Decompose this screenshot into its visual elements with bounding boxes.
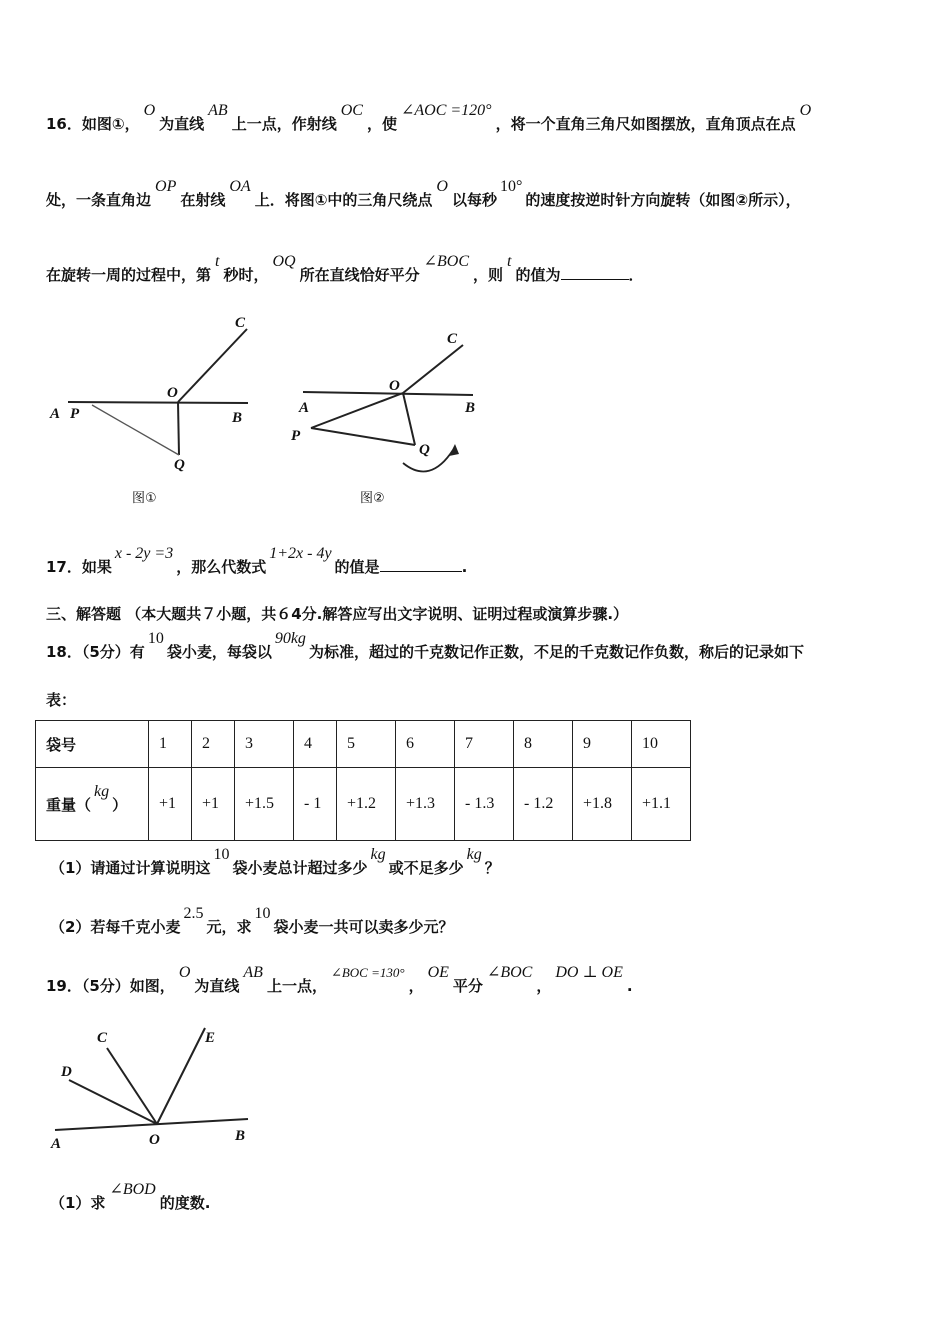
text: 上一点，: [266, 977, 327, 995]
bag-cell: 3: [235, 721, 294, 768]
label-q: Q: [174, 457, 185, 473]
weight-cell: - 1: [294, 768, 337, 841]
bag-cell: 5: [337, 721, 396, 768]
label-e: E: [205, 1030, 216, 1046]
math-ab: AB: [208, 102, 228, 119]
q16-number: 16．如图①，: [46, 115, 140, 133]
text: 在射线: [180, 191, 226, 209]
text: 的度数.: [159, 1194, 211, 1212]
text: 上．将图①中的三角尺绕点: [254, 191, 433, 209]
math-o: O: [178, 964, 191, 981]
text: ，将一个直角三角尺如图摆放，直角顶点在点: [495, 115, 796, 133]
weight-cell: - 1.3: [455, 768, 514, 841]
text: ，那么代数式: [176, 558, 267, 576]
text: 或不足多少: [388, 859, 464, 877]
math-ab: AB: [243, 964, 263, 981]
text: 秒时，: [223, 266, 269, 284]
answer-blank: [561, 265, 629, 280]
text: 所在直线恰好平分: [299, 266, 420, 284]
weight-cell: - 1.2: [514, 768, 573, 841]
label-a: A: [51, 1136, 62, 1152]
ray-od: [69, 1080, 157, 1124]
weight-cell: +1: [149, 768, 192, 841]
label-d: D: [61, 1064, 72, 1080]
text: 为标准，超过的千克数记作正数，不足的千克数记作负数，称后的记录如下: [308, 643, 804, 661]
text: 上一点，作射线: [231, 115, 337, 133]
math-o: O: [436, 178, 448, 195]
side-oq: [178, 402, 179, 455]
text: 的值为: [515, 266, 561, 284]
math-angle-bod: ∠BOD: [109, 1181, 156, 1198]
text: 在旋转一周的过程中，第: [46, 266, 212, 284]
label-q: Q: [419, 442, 430, 458]
label-a: A: [50, 406, 61, 422]
math-oa: OA: [229, 178, 251, 195]
weight-cell: +1.8: [573, 768, 632, 841]
section-3-title: 三、解答题 （本大题共７小题，共６4分.解答应写出文字说明、证明过程或演算步骤.）: [46, 605, 629, 623]
bag-cell: 1: [149, 721, 192, 768]
table-row-bag-number: [36, 721, 691, 768]
text: ）: [112, 795, 128, 814]
text: 重量（: [46, 795, 92, 814]
math-angle-aoc: ∠AOC =120°: [400, 102, 492, 119]
text: （1）请通过计算说明这: [50, 859, 211, 877]
math-angle-boc: ∠BOC: [423, 253, 470, 270]
header-weight: [36, 768, 149, 841]
math-o: O: [799, 102, 812, 119]
side-pq: [311, 428, 415, 445]
header-bag-number: 袋号: [36, 721, 149, 768]
bag-cell: 9: [573, 721, 632, 768]
side-pq: [92, 405, 179, 455]
q16-figure-1: [40, 305, 270, 515]
fig2-caption: 图②: [360, 491, 385, 506]
ray-oc: [403, 345, 463, 393]
q16-figure-2: [285, 320, 500, 515]
text: ？: [484, 859, 500, 877]
label-o: O: [167, 385, 178, 401]
math-deg: 10°: [499, 178, 523, 195]
table-row-weight: [36, 768, 691, 841]
math-price: 2.5: [183, 905, 204, 922]
math-oq: OQ: [272, 253, 296, 270]
q18-line1: [46, 630, 906, 663]
text: ，使: [366, 115, 397, 133]
q18-part1: [50, 846, 910, 879]
label-o: O: [149, 1132, 160, 1148]
bag-cell: 4: [294, 721, 337, 768]
label-c: C: [97, 1030, 108, 1046]
math-o: O: [143, 102, 156, 119]
q19-figure: [45, 1020, 265, 1160]
bag-cell: 6: [396, 721, 455, 768]
math-ten: 10: [147, 630, 164, 647]
label-b: B: [465, 400, 476, 416]
math-angle-boc: ∠BOC =130°: [330, 965, 405, 980]
q18-number: 18．（5分）有: [46, 643, 145, 661]
bag-cell: 8: [514, 721, 573, 768]
q18-line2: 表：: [46, 691, 77, 709]
math-kg: kg: [94, 782, 110, 800]
label-o: O: [389, 378, 400, 394]
math-perp: DO ⊥ OE: [555, 964, 623, 981]
label-b: B: [232, 410, 243, 426]
text: 袋小麦总计超过多少: [232, 859, 368, 877]
label-p: P: [291, 428, 301, 444]
math-oe: OE: [427, 964, 449, 981]
side-oq: [403, 393, 415, 445]
line-ab: [68, 402, 248, 403]
math-90kg: 90kg: [274, 630, 306, 647]
text: （1）求: [50, 1194, 106, 1212]
ray-oc: [178, 329, 247, 402]
weight-cell: +1.1: [632, 768, 691, 841]
text: 的速度按逆时针方向旋转（如图②所示），: [525, 191, 801, 209]
label-c: C: [235, 315, 246, 331]
math-angle-boc: ∠BOC: [486, 964, 533, 981]
q17-line: [46, 545, 906, 578]
math-op: OP: [155, 178, 177, 195]
ray-oe: [157, 1028, 205, 1124]
text: ，: [408, 977, 424, 995]
line-ab: [303, 392, 473, 395]
label-p: P: [70, 406, 80, 422]
text: 为直线: [194, 977, 240, 995]
text: ，则: [473, 266, 504, 284]
text: 的值是: [334, 558, 380, 576]
text: 袋小麦，每袋以: [166, 643, 272, 661]
text: （2）若每千克小麦: [50, 918, 181, 936]
side-op: [311, 393, 403, 428]
math-t: t: [507, 253, 512, 270]
bag-cell: 10: [632, 721, 691, 768]
weight-cell: +1.5: [235, 768, 294, 841]
text: 以每秒: [451, 191, 497, 209]
bag-cell: 2: [192, 721, 235, 768]
weight-cell: +1.2: [337, 768, 396, 841]
text: 平分: [452, 977, 483, 995]
wheat-weight-table: [35, 720, 691, 841]
text: 元，求: [206, 918, 252, 936]
fig1-caption: 图①: [132, 491, 157, 506]
math-t: t: [215, 253, 220, 270]
label-b: B: [235, 1128, 246, 1144]
weight-cell: +1.3: [396, 768, 455, 841]
text: ，: [536, 977, 552, 995]
answer-blank: [380, 557, 462, 572]
text: 处，一条直角边: [46, 191, 152, 209]
bag-cell: 7: [455, 721, 514, 768]
math-ten: 10: [254, 905, 271, 922]
q18-part2: [50, 905, 910, 938]
math-kg: kg: [370, 846, 386, 863]
q17-number: 17．如果: [46, 558, 112, 576]
math-kg: kg: [466, 846, 482, 863]
math-expr1: x - 2y =3: [114, 545, 174, 562]
arrow-head-icon: [449, 444, 459, 456]
text: 袋小麦一共可以卖多少元？: [273, 918, 454, 936]
q19-part1: [50, 1181, 910, 1214]
math-ten: 10: [213, 846, 230, 863]
q16-line3: [46, 253, 906, 286]
label-a: A: [299, 400, 310, 416]
q16-line1: [46, 102, 906, 135]
text: .: [626, 977, 633, 995]
math-expr2: 1+2x - 4y: [269, 545, 332, 562]
weight-cell: +1: [192, 768, 235, 841]
text: .: [461, 558, 468, 576]
q16-line2: [46, 178, 906, 211]
math-oc: OC: [340, 102, 363, 119]
q19-line1: [46, 964, 906, 997]
label-c: C: [447, 331, 458, 347]
text: ．: [628, 266, 644, 284]
q19-number: 19．（5分）如图，: [46, 977, 175, 995]
text: 为直线: [159, 115, 205, 133]
